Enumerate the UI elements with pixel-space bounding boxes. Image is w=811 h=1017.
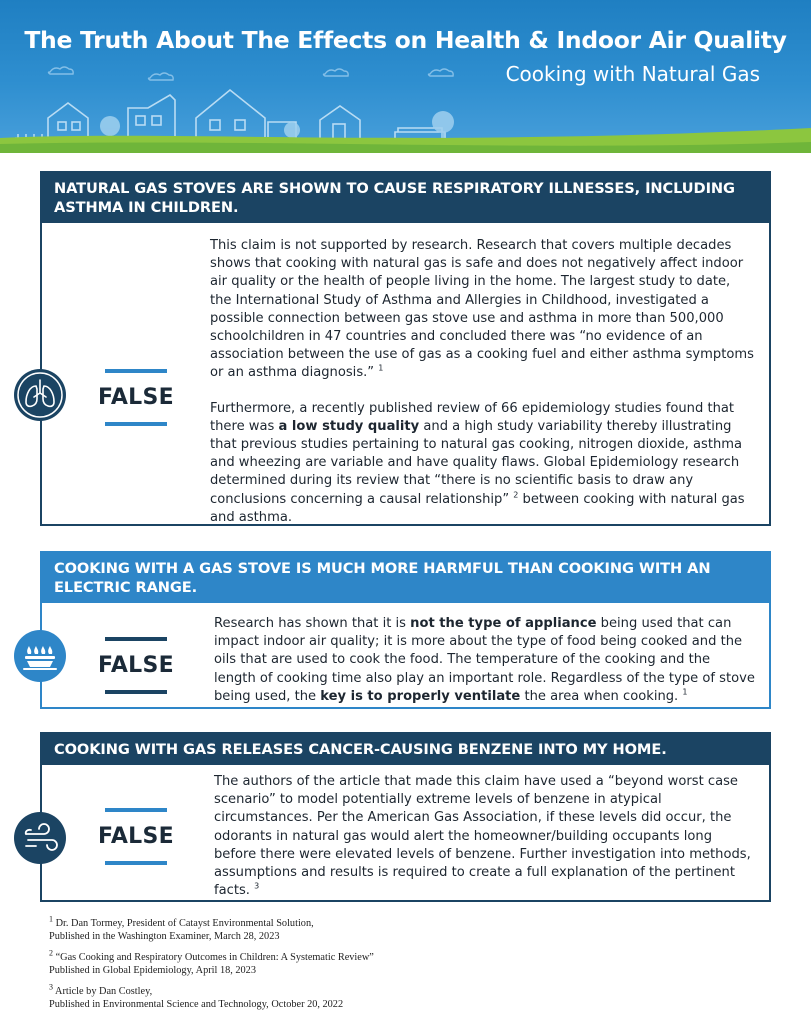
claim-explanation [210, 237, 755, 527]
footnote-ref: 3 [254, 881, 260, 891]
paragraph-text: Research has shown that it is [214, 616, 411, 631]
paragraph [214, 773, 755, 900]
claim-section-electric-range [40, 551, 771, 709]
footnote-ref: 1 [378, 364, 384, 374]
footnote-text: Published in Environmental Science and Technology, October 20, 2022 [49, 998, 344, 1010]
footnote-text: Published in Global Epidemiology, April 18, 2023 [49, 964, 256, 976]
verdict-false: FALSE [98, 385, 174, 410]
claim-heading: COOKING WITH GAS RELEASES CANCER-CAUSING BENZENE INTO MY HOME. [42, 734, 769, 765]
divider [105, 861, 167, 865]
claim-body [42, 223, 769, 533]
paragraph [210, 400, 755, 527]
claim-explanation [214, 615, 755, 706]
header-banner [0, 0, 811, 153]
claim-section-benzene [40, 732, 771, 902]
paragraph [210, 237, 755, 383]
claim-body [42, 603, 769, 715]
lungs-icon [14, 369, 66, 421]
footnote-text: Published in the Washington Examiner, March 28, 2023 [49, 930, 280, 942]
paragraph-text: the area when cooking. [520, 688, 679, 704]
footnote-text: Article by Dan Costley, [55, 986, 153, 998]
emphasis: key is to properly ventilate [320, 688, 521, 704]
footnote [49, 982, 749, 1011]
footnote-number: 2 [49, 948, 53, 958]
claim-explanation [214, 773, 755, 900]
footnote-text: Dr. Dan Tormey, President of Catayst Environmental Solution, [55, 918, 314, 929]
footnote [49, 914, 749, 943]
claim-body [42, 765, 769, 900]
paragraph-text: The authors of the article that made this claim have used a “beyond worst case scenario” to model potentially extreme levels of benzene in atypical circumstances. Per the American Gas Association, if these levels did occur, the odorants in natural gas would alert the homeowner/building occupants long before there were elevated levels of benzene. Further investigation into methods, assumptions and results is required to create a full explanation of the pertinent facts. [214, 774, 751, 899]
footnote-number: 3 [49, 982, 53, 992]
verdict-label [42, 369, 230, 426]
divider [105, 422, 167, 426]
paragraph-text: being used that can impact indoor air quality; it is more about the type of food being cooked and the oils that are used to cook the food. The temperature of the cooking and the length of cooking time also play an important role. Regardless of the type of stove being used, the [214, 616, 755, 704]
gas-burner-icon [14, 630, 66, 682]
paragraph-text: This claim is not supported by research. Research that covers multiple decades shows that cooking with natural gas is safe and does not negatively affect indoor air quality or the health of people living in the home. The largest study to date, the International Study of Asthma and Allergies in Childhood, investigated a possible connection between gas stove use and asthma in more than 500,000 schoolchildren in 47 countries and concluded there was “no evidence of an association between the use of gas as a cooking fuel and either asthma symptoms or an asthma diagnosis.” [210, 238, 754, 381]
verdict-false: FALSE [98, 653, 174, 678]
footnotes [49, 914, 749, 1012]
emphasis: a low study quality [278, 418, 420, 434]
footnote-ref: 2 [513, 490, 519, 500]
paragraph [214, 615, 755, 706]
verdict-label [42, 808, 230, 865]
wind-icon [14, 812, 66, 864]
claim-section-asthma [40, 171, 771, 526]
emphasis: not the type of appliance [410, 616, 597, 631]
page-title: The Truth About The Effects on Health & Indoor Air Quality [24, 26, 787, 54]
paragraph-text: and a high study variability thereby illustrating that previous studies pertaining to natural gas cooking, nitrogen dioxide, asthma and wheezing are variable and have quality flaws. Global Epidemiology research determined during its review that “there is no scientific basis to draw any conclusions concerning a causal relationship” [210, 418, 743, 507]
claim-heading: COOKING WITH A GAS STOVE IS MUCH MORE HARMFUL THAN COOKING WITH AN ELECTRIC RANGE. [42, 553, 769, 603]
footnote [49, 948, 749, 977]
page-subtitle: Cooking with Natural Gas [505, 62, 760, 86]
verdict-label [42, 637, 230, 694]
footnote-text: “Gas Cooking and Respiratory Outcomes in Children: A Systematic Review” [55, 952, 374, 964]
footnote-number: 1 [49, 914, 53, 924]
paragraph-text: between cooking with natural gas and asthma. [210, 491, 745, 525]
footnote-ref: 1 [682, 687, 688, 697]
claim-heading: NATURAL GAS STOVES ARE SHOWN TO CAUSE RESPIRATORY ILLNESSES, INCLUDING ASTHMA IN CHILDREN. [42, 173, 769, 223]
verdict-false: FALSE [98, 824, 174, 849]
divider [105, 690, 167, 694]
paragraph-text: Furthermore, a recently published review of 66 epidemiology studies found that there was [210, 400, 735, 434]
